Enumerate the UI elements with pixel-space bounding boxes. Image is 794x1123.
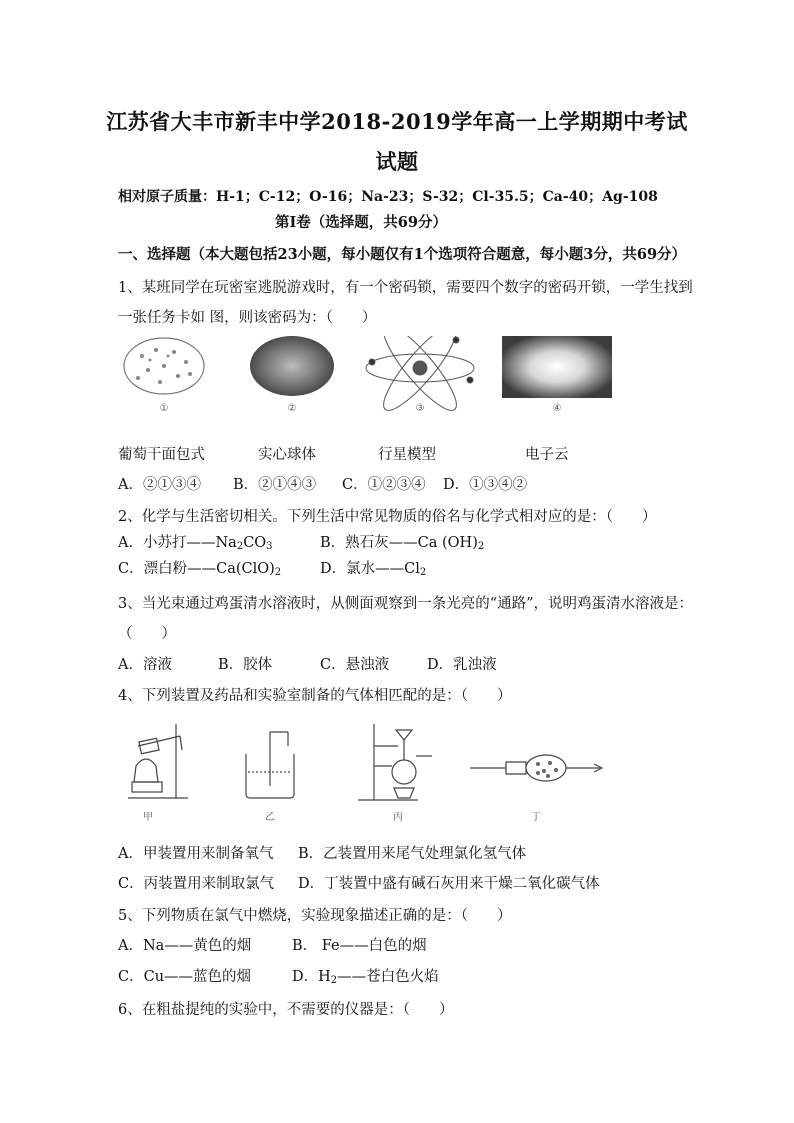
fig-number-4: ④ <box>552 403 562 414</box>
model-name-3: 行星模型 <box>378 447 436 463</box>
q3-option-c: C．悬浊液 <box>320 657 390 673</box>
question-5-stem: 5、下列物质在氯气中燃烧，实验现象描述正确的是：（ ） <box>118 908 512 924</box>
question-3-stem: 3、当光束通过鸡蛋清水溶液时，从侧面观察到一条光亮的“通路”，说明鸡蛋清水溶液是： <box>118 596 694 612</box>
q1-option-d: D．①③④② <box>443 477 528 493</box>
apparatus-bing <box>358 724 432 800</box>
part-heading: 一、选择题（本大题包括23小题，每小题仅有1个选项符合题意，每小题3分，共69分） <box>118 246 687 263</box>
question-6-stem: 6、在粗盐提纯的实验中，不需要的仪器是：（ ） <box>118 1002 454 1018</box>
q3-option-a: A．溶液 <box>118 657 172 673</box>
fig-number-3: ③ <box>415 403 425 414</box>
model-name-1: 葡萄干面包式 <box>118 447 205 463</box>
q4-option-c: C．丙装置用来制取氯气 <box>118 876 275 892</box>
q5-option-c: C．Cu——蓝色的烟 <box>118 969 252 985</box>
question-4-stem: 4、下列装置及药品和实验室制备的气体相匹配的是：（ ） <box>118 688 512 704</box>
q5-option-d: D．$H_2——$苍白色火焰 <box>292 969 439 986</box>
question-1-stem: 1、某班同学在玩密室逃脱游戏时，有一个密码锁，需要四个数字的密码开锁，一学生找到 <box>118 280 693 296</box>
q1-option-b: B．②①④③ <box>233 477 317 493</box>
fig-label-ding: 丁 <box>531 812 541 823</box>
fig-label-yi: 乙 <box>265 812 275 823</box>
q2-option-c: C．漂白粉$——Ca(ClO)_2$ <box>118 561 282 578</box>
model-name-4: 电子云 <box>525 447 569 463</box>
q1-option-a: A．②①③④ <box>118 477 201 493</box>
q2-option-a: A．小苏打$——Na_2CO_3$ <box>118 535 273 552</box>
question-2-stem: 2、化学与生活密切相关。下列生活中常见物质的俗名与化学式相对应的是：（ ） <box>118 509 657 525</box>
fig-label-jia: 甲 <box>143 812 153 823</box>
q5-option-a: A．Na——黄色的烟 <box>118 938 252 954</box>
apparatus-jia <box>128 724 188 798</box>
solid-sphere-model <box>250 336 334 396</box>
fig-number-2: ② <box>287 403 297 414</box>
fig-label-bing: 丙 <box>393 812 403 823</box>
fig-number-1: ① <box>159 403 169 414</box>
question-3-paren: （ ） <box>118 626 176 642</box>
q4-option-d: D．丁装置中盛有碱石灰用来干燥二氧化碳气体 <box>298 876 600 892</box>
q2-option-b: B．熟石灰——Ca $(OH)_2$ <box>320 535 485 552</box>
q2-option-d: D．氯水$——Cl_2$ <box>320 561 427 578</box>
question-1-stem-2: 一张任务卡如 图，则该密码为：（ ） <box>118 310 377 326</box>
electron-cloud-model <box>502 336 612 398</box>
exam-title-line2: 试题 <box>375 149 419 174</box>
apparatus-ding <box>470 755 602 781</box>
plum-pudding-model <box>124 338 204 394</box>
q3-option-b: B．胶体 <box>218 657 273 673</box>
atomic-models-figure <box>120 336 620 418</box>
q5-option-b: B． Fe——白色的烟 <box>292 938 427 954</box>
exam-title: 江苏省大丰市新丰中学2018-2019学年高一上学期期中考试 <box>106 109 688 134</box>
section-heading: 第Ⅰ卷（选择题，共69分） <box>275 214 447 231</box>
q4-option-b: B．乙装置用来尾气处理氯化氢气体 <box>298 846 527 862</box>
model-name-2: 实心球体 <box>258 447 316 463</box>
q4-option-a: A．甲装置用来制备氧气 <box>118 846 274 862</box>
apparatus-yi <box>246 732 294 798</box>
atomic-masses: 相对原子质量：H-1；C-12；O-16；Na-23；S-32；Cl-35.5；Ca-40；Ag-108 <box>118 189 658 205</box>
q3-option-d: D．乳浊液 <box>427 657 497 673</box>
q1-option-c: C．①②③④ <box>342 477 426 493</box>
apparatus-figure <box>118 716 608 826</box>
